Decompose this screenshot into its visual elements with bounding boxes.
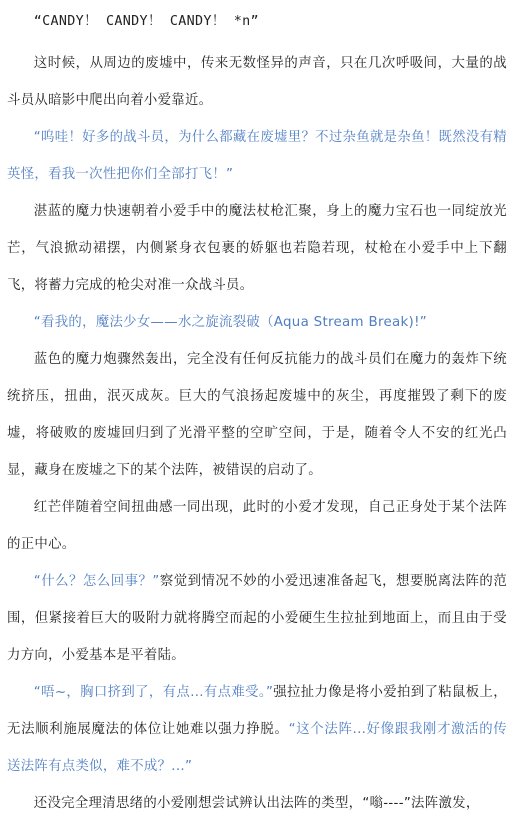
paragraph-9-dialogue-2: “这个法阵...好像跟我刚才激活的传送法阵有点类似，难不成？...” [7,722,508,774]
paragraph-1 [7,8,507,36]
paragraph-3-dialogue: “呜哇！好多的战斗员，为什么都藏在废墟里？不过杂鱼就是杂鱼！既然没有精英怪，看我一次性把你们全部打飞！” [7,130,507,182]
paragraph-1-text: “CANDY！ CANDY！ CANDY！ *n” [33,14,259,29]
paragraph-5 [7,304,507,341]
paragraph-8-dialogue: “什么？怎么回事？” [33,574,160,589]
paragraph-6 [7,341,507,489]
paragraph-4-text: 湛蓝的魔力快速朝着小爱手中的魔法杖枪汇聚，身上的魔力宝石也一同绽放光芒，气浪掀动裙摆，内侧紧身衣包裹的娇躯也若隐若现，杖枪在小爱手中上下翻飞，将蓄力完成的枪尖对准一众战斗员。 [7,204,507,293]
paragraph-2-text: 这时候，从周边的废墟中，传来无数怪异的声音，只在几次呼吸间，大量的战斗员从暗影中爬出向着小爱靠近。 [7,56,507,108]
paragraph-7-text: 红芒伴随着空间扭曲感一同出现，此时的小爱才发现，自己正身处于某个法阵的正中心。 [7,500,507,552]
paragraph-8-text: 察觉到情况不妙的小爱迅速准备起飞，想要脱离法阵的范围，但紧接着巨大的吸附力就将腾空而起的小爱硬生生拉扯到地面上，而且由于受力方向，小爱基本是平着陆。 [7,574,508,663]
paragraph-2 [7,45,507,119]
paragraph-5-dialogue: “看我的，魔法少女——水之旋流裂破（Aqua Stream Break)!” [33,315,427,330]
paragraph-3 [7,119,507,193]
paragraph-9-dialogue-1: “唔~，胸口挤到了，有点...有点难受。” [33,685,274,700]
paragraph-10 [7,785,507,822]
paragraph-6-text: 蓝色的魔力炮骤然轰出，完全没有任何反抗能力的战斗员们在魔力的轰炸下统统挤压，扭曲，泯灭成灰。巨大的气浪扬起废墟中的灰尘，再度摧毁了剩下的废墟，将破败的废墟回归到了光滑平整的空旷空间，于是，随着令人不安的红光凸显，藏身在废墟之下的某个法阵，被错误的启动了。 [7,352,507,478]
paragraph-10-text: 还没完全理清思绪的小爱刚想尝试辨认出法阵的类型，“嗡----”法阵激发， [33,796,480,811]
paragraph-9-text: 强拉扯力像是将小爱拍到了粘鼠板上，无法顺利施展魔法的体位让她难以强力挣脱。 [7,685,507,737]
paragraph-9 [7,674,507,785]
paragraph-7 [7,489,507,563]
paragraph-8 [7,563,507,674]
paragraph-4 [7,193,507,304]
